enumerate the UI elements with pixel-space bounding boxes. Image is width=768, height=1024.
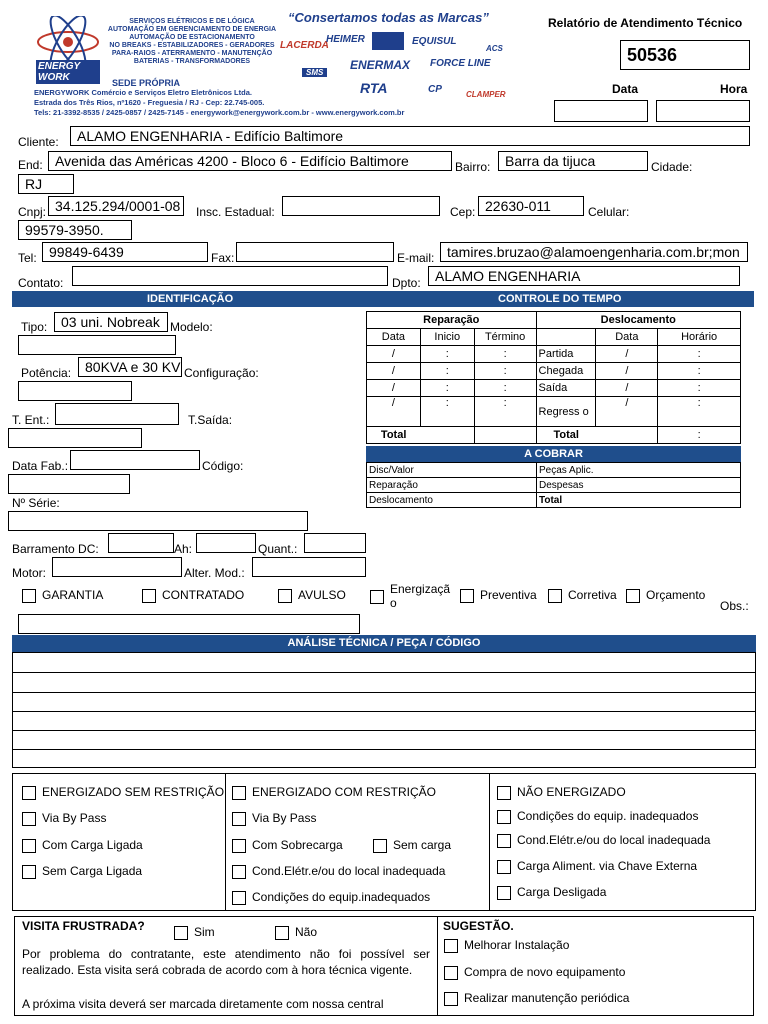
option-label: Sem Carga Ligada [42,864,143,878]
option-label: Compra de novo equipamento [464,965,626,979]
option-label: ENERGIZADO SEM RESTRIÇÃO [42,785,225,799]
cell[interactable]: : [420,346,474,363]
service-line: SERVIÇOS ELÉTRICOS E DE LÓGICA [129,18,255,25]
cobrar-header: A COBRAR [366,446,741,462]
obs-label: Obs.: [720,599,749,613]
cobrar-label: Peças Aplic. [537,463,741,478]
codigo-label: Código: [202,459,244,473]
cell[interactable]: : [658,380,741,397]
cobrar-label: Despesas [537,478,741,493]
ah-label: Ah: [174,542,193,556]
col-termino: Término [474,329,536,346]
company-logo [34,16,102,86]
status-condicoes-equip-2[interactable] [232,890,430,905]
visita-text: Por problema do contratante, este atendimento não foi possível ser realizado. Esta visita será cobrada de acordo com à hora técnica vigente. [22,947,430,977]
service-line: PARA-RAIOS - ATERRAMENTO - MANUTENÇÃO [111,50,273,57]
checkbox[interactable] [275,926,289,940]
status-carga-desligada[interactable] [497,885,606,900]
option-label: ENERGIZADO COM RESTRIÇÃO [252,785,437,799]
option-label: Com Sobrecarga [252,838,343,852]
insc-label: Insc. Estadual: [196,205,275,219]
cell[interactable]: : [420,397,474,427]
cell[interactable]: : [420,380,474,397]
configuracao-field[interactable] [18,381,132,401]
option-label: Cond.Elétr.e/ou do local inadequada [252,864,446,878]
brand-cp: CP [428,84,442,95]
cep-field[interactable]: 22630-011 [478,196,584,216]
checkbox[interactable] [232,812,246,826]
checkbox[interactable] [444,939,458,953]
event-label: Partida [536,346,596,363]
cell[interactable]: : [474,380,536,397]
cell[interactable]: : [658,346,741,363]
option-label: AVULSO [298,588,346,602]
option-label: Realizar manutenção periódica [464,991,630,1005]
datafab-field[interactable] [70,450,200,470]
brand-enermax: ENERMAX [350,58,411,72]
sugestao-melhorar[interactable] [444,938,569,953]
option-label: Via By Pass [42,811,107,825]
end-label: End: [18,158,43,172]
checkbox[interactable] [444,966,458,980]
status-carga-aliment[interactable] [497,859,697,874]
tipo-field[interactable]: 03 uni. Nobreak [54,312,168,332]
option-label: GARANTIA [42,588,104,602]
brand-heimer: HEIMER [326,34,365,45]
event-label: Regress o [536,397,596,427]
brand-lacerda: LACERDA [280,40,329,51]
checkbox[interactable] [278,589,292,603]
cell[interactable]: / [367,380,421,397]
visita-title: VISITA FRUSTRADA? [22,919,145,933]
option-label: Condições do equip. inadequados [517,809,699,823]
tsaida-label: T.Saída: [188,413,233,427]
table-row [367,346,741,363]
obs-field[interactable] [18,614,360,634]
brand-clamper: CLAMPER [466,90,506,99]
contato-field[interactable] [72,266,388,286]
status-cond-eletr-local-3[interactable] [497,833,710,848]
checkbox[interactable] [444,992,458,1006]
option-label: Carga Aliment. via Chave Externa [517,859,698,873]
company-contacts: Tels: 21-3392-8535 / 2425-0857 / 2425-7145 - energywork@energywork.com.br - www.energywork.com.br [34,108,405,117]
option-preventiva[interactable] [460,588,537,603]
analise-line [13,672,755,673]
email-label: E-mail: [397,251,435,265]
checkbox[interactable] [548,589,562,603]
data-label: Data [612,82,639,96]
analise-line [13,711,755,712]
checkbox[interactable] [497,786,511,800]
serie-field[interactable] [8,511,308,531]
table-row [367,380,741,397]
cell[interactable]: : [658,363,741,380]
option-corretiva[interactable] [548,588,617,603]
analise-header: ANÁLISE TÉCNICA / PEÇA / CÓDIGO [12,635,756,652]
services-list [102,18,282,66]
cell[interactable]: / [596,397,658,427]
checkbox[interactable] [174,926,188,940]
bairro-field[interactable]: Barra da tijuca [498,151,648,171]
hora-label: Hora [720,82,748,96]
alter-field[interactable] [252,557,366,577]
brand-equisul: EQUISUL [412,36,457,47]
tel-field[interactable]: 99849-6439 [42,242,208,262]
service-line: NO BREAKS - ESTABILIZADORES - GERADORES [109,42,275,49]
cell[interactable]: / [596,363,658,380]
controle-title: CONTROLE DO TEMPO [498,293,622,305]
tsaida-field[interactable] [8,428,142,448]
option-avulso[interactable] [278,588,346,603]
time-input[interactable] [656,100,750,122]
company-address: Estrada dos Três Rios, nº1620 - Freguesia / RJ - Cep: 22.745-005. [34,98,265,107]
motor-field[interactable] [52,557,182,577]
checkbox[interactable] [626,589,640,603]
reparacao-header: Reparação [367,312,537,329]
cell[interactable]: : [474,363,536,380]
alter-label: Alter. Mod.: [184,566,245,580]
cnpj-label: Cnpj: [18,205,47,219]
status-sem-carga[interactable] [373,838,451,853]
checkbox[interactable] [497,834,511,848]
option-label: Não [295,925,318,939]
brand-logo-icon [372,32,404,50]
logo-line1: ENERGY [38,61,81,72]
service-line: AUTOMAÇÃO DE ESTACIONAMENTO [129,34,255,41]
logo-line2: WORK [38,72,70,83]
checkbox[interactable] [22,839,36,853]
checkbox[interactable] [22,865,36,879]
total-left-label: Total [367,427,421,444]
cliente-field[interactable]: ALAMO ENGENHARIA - Edifício Baltimore [70,126,750,146]
brand-force-line: FORCE LINE [430,58,491,69]
cell[interactable]: / [596,346,658,363]
end-field[interactable]: Avenida das Américas 4200 - Bloco 6 - Edifício Baltimore [48,151,452,171]
celular-label: Celular: [588,205,630,219]
option-label: Sem carga [393,838,452,852]
quant-field[interactable] [304,533,366,553]
checkbox[interactable] [497,810,511,824]
col-data: Data [367,329,421,346]
cell[interactable]: / [367,363,421,380]
option-orcamento[interactable] [626,588,705,603]
status-via-by-pass-2[interactable] [232,811,316,826]
cobrar-total-label: Total [537,493,741,508]
col-inicio: Inicio [420,329,474,346]
checkbox[interactable] [232,786,246,800]
checkbox[interactable] [373,839,387,853]
option-label: Cond.Elétr.e/ou do local inadequada [517,833,711,847]
cep-label: Cep: [450,205,476,219]
cliente-label: Cliente: [18,135,59,149]
status-energizado-com-restricao[interactable] [232,785,436,800]
visita-sim[interactable] [174,925,215,940]
option-label: Via By Pass [252,811,317,825]
status-energizado-sem-restricao[interactable] [22,785,224,800]
motor-label: Motor: [12,566,47,580]
tent-label: T. Ent.: [12,413,50,427]
status-cond-eletr-local-2[interactable] [232,864,445,879]
service-line: AUTOMAÇÃO EM GERENCIAMENTO DE ENERGIA [107,26,277,33]
option-label: Melhorar Instalação [464,938,570,952]
status-com-carga-ligada[interactable] [22,838,143,853]
col-data2: Data [596,329,658,346]
fax-label: Fax: [211,251,235,265]
deslocamento-header: Deslocamento [536,312,740,329]
visita-nao[interactable] [275,925,317,940]
sugestao-compra[interactable] [444,965,625,980]
company-name: ENERGYWORK Comércio e Serviços Eletro Eletrônicos Ltda. [34,88,252,97]
tipo-label: Tipo: [21,320,48,334]
analise-line [13,749,755,750]
checkbox[interactable] [142,589,156,603]
brand-acs: ACS [486,44,503,53]
slogan: “Consertamos todas as Marcas” [288,10,489,25]
service-line: BATERIAS - TRANSFORMADORES [133,58,251,65]
identificacao-header [12,291,754,307]
checkbox[interactable] [497,860,511,874]
insc-field[interactable] [282,196,440,216]
option-label: Carga Desligada [517,885,607,899]
serie-label: Nº Série: [12,496,60,510]
cell[interactable]: : [420,363,474,380]
cell[interactable]: : [474,397,536,427]
option-garantia[interactable] [22,588,103,603]
ah-field[interactable] [196,533,256,553]
quant-label: Quant.: [258,542,298,556]
analise-area[interactable] [12,652,756,768]
checkbox[interactable] [497,886,511,900]
tel-label: Tel: [18,251,37,265]
event-label: Saída [536,380,596,397]
table-row [367,397,741,427]
total-right-label: Total [536,427,596,444]
event-label: Chegada [536,363,596,380]
status-sem-carga-ligada[interactable] [22,864,142,879]
col-horario: Horário [658,329,741,346]
sugestao-title: SUGESTÃO. [443,919,514,933]
cell[interactable]: : [658,397,741,427]
cell[interactable]: / [367,397,421,427]
analise-line [13,692,755,693]
checkbox[interactable] [22,786,36,800]
cell[interactable]: : [474,346,536,363]
cidade-field[interactable]: RJ [18,174,74,194]
option-label: CONTRATADO [162,588,245,602]
option-energizacao-label: Energização [390,582,451,610]
report-number-box[interactable]: 50536 [620,40,750,70]
configuracao-label: Configuração: [184,366,259,380]
option-label: Orçamento [646,588,706,602]
sede-label: SEDE PRÓPRIA [112,78,181,88]
cidade-label: Cidade: [651,160,693,174]
option-label: Sim [194,925,215,939]
email-field[interactable]: tamires.bruzao@alamoengenharia.com.br;mon [440,242,748,262]
brand-sms: SMS [302,68,327,77]
cnpj-field[interactable]: 34.125.294/0001-08 [48,196,184,216]
status-via-by-pass-1[interactable] [22,811,106,826]
status-com-sobrecarga[interactable] [232,838,343,853]
analise-line [13,730,755,731]
dpto-field[interactable]: ALAMO ENGENHARIA [428,266,740,286]
checkbox[interactable] [232,839,246,853]
date-input[interactable] [554,100,648,122]
total-cell[interactable]: : [658,427,741,444]
celular-field[interactable]: 99579-3950. [18,220,132,240]
checkbox[interactable] [22,589,36,603]
sugestao-manutencao[interactable] [444,991,629,1006]
status-condicoes-equip-3[interactable] [497,809,698,824]
contato-label: Contato: [18,276,64,290]
bairro-label: Bairro: [455,160,491,174]
tent-field[interactable] [55,403,179,425]
option-label: Condições do equip.inadequados [252,890,431,904]
codigo-field[interactable] [8,474,130,494]
option-label: Preventiva [480,588,537,602]
identificacao-title: IDENTIFICAÇÃO [147,293,234,305]
controle-tempo-table [366,311,741,444]
checkbox-energizacao[interactable] [370,590,384,604]
table-row [367,363,741,380]
cell[interactable]: / [367,346,421,363]
potencia-field[interactable]: 80KVA e 30 KV [78,357,182,377]
barramento-label: Barramento DC: [12,542,99,556]
checkbox[interactable] [22,812,36,826]
checkbox[interactable] [460,589,474,603]
option-label: Corretiva [568,588,617,602]
brand-rta: RTA [360,80,388,96]
report-title: Relatório de Atendimento Técnico [548,16,743,30]
modelo-field[interactable] [18,335,176,355]
cobrar-label: Reparação [367,478,537,493]
option-label: Com Carga Ligada [42,838,143,852]
barramento-field[interactable] [108,533,174,553]
cobrar-table [366,462,741,508]
visita-text2: A próxima visita deverá ser marcada diretamente com nossa central [22,997,384,1011]
datafab-label: Data Fab.: [12,459,69,473]
potencia-label: Potência: [21,366,72,380]
dpto-label: Dpto: [392,276,421,290]
cell[interactable]: / [596,380,658,397]
fax-field[interactable] [236,242,394,262]
option-label: NÃO ENERGIZADO [517,785,626,799]
option-contratado[interactable] [142,588,244,603]
status-nao-energizado[interactable] [497,785,626,800]
checkbox[interactable] [232,865,246,879]
modelo-label: Modelo: [170,320,213,334]
checkbox[interactable] [232,891,246,905]
cobrar-label: Disc/Valor [367,463,537,478]
cobrar-label: Deslocamento [367,493,537,508]
